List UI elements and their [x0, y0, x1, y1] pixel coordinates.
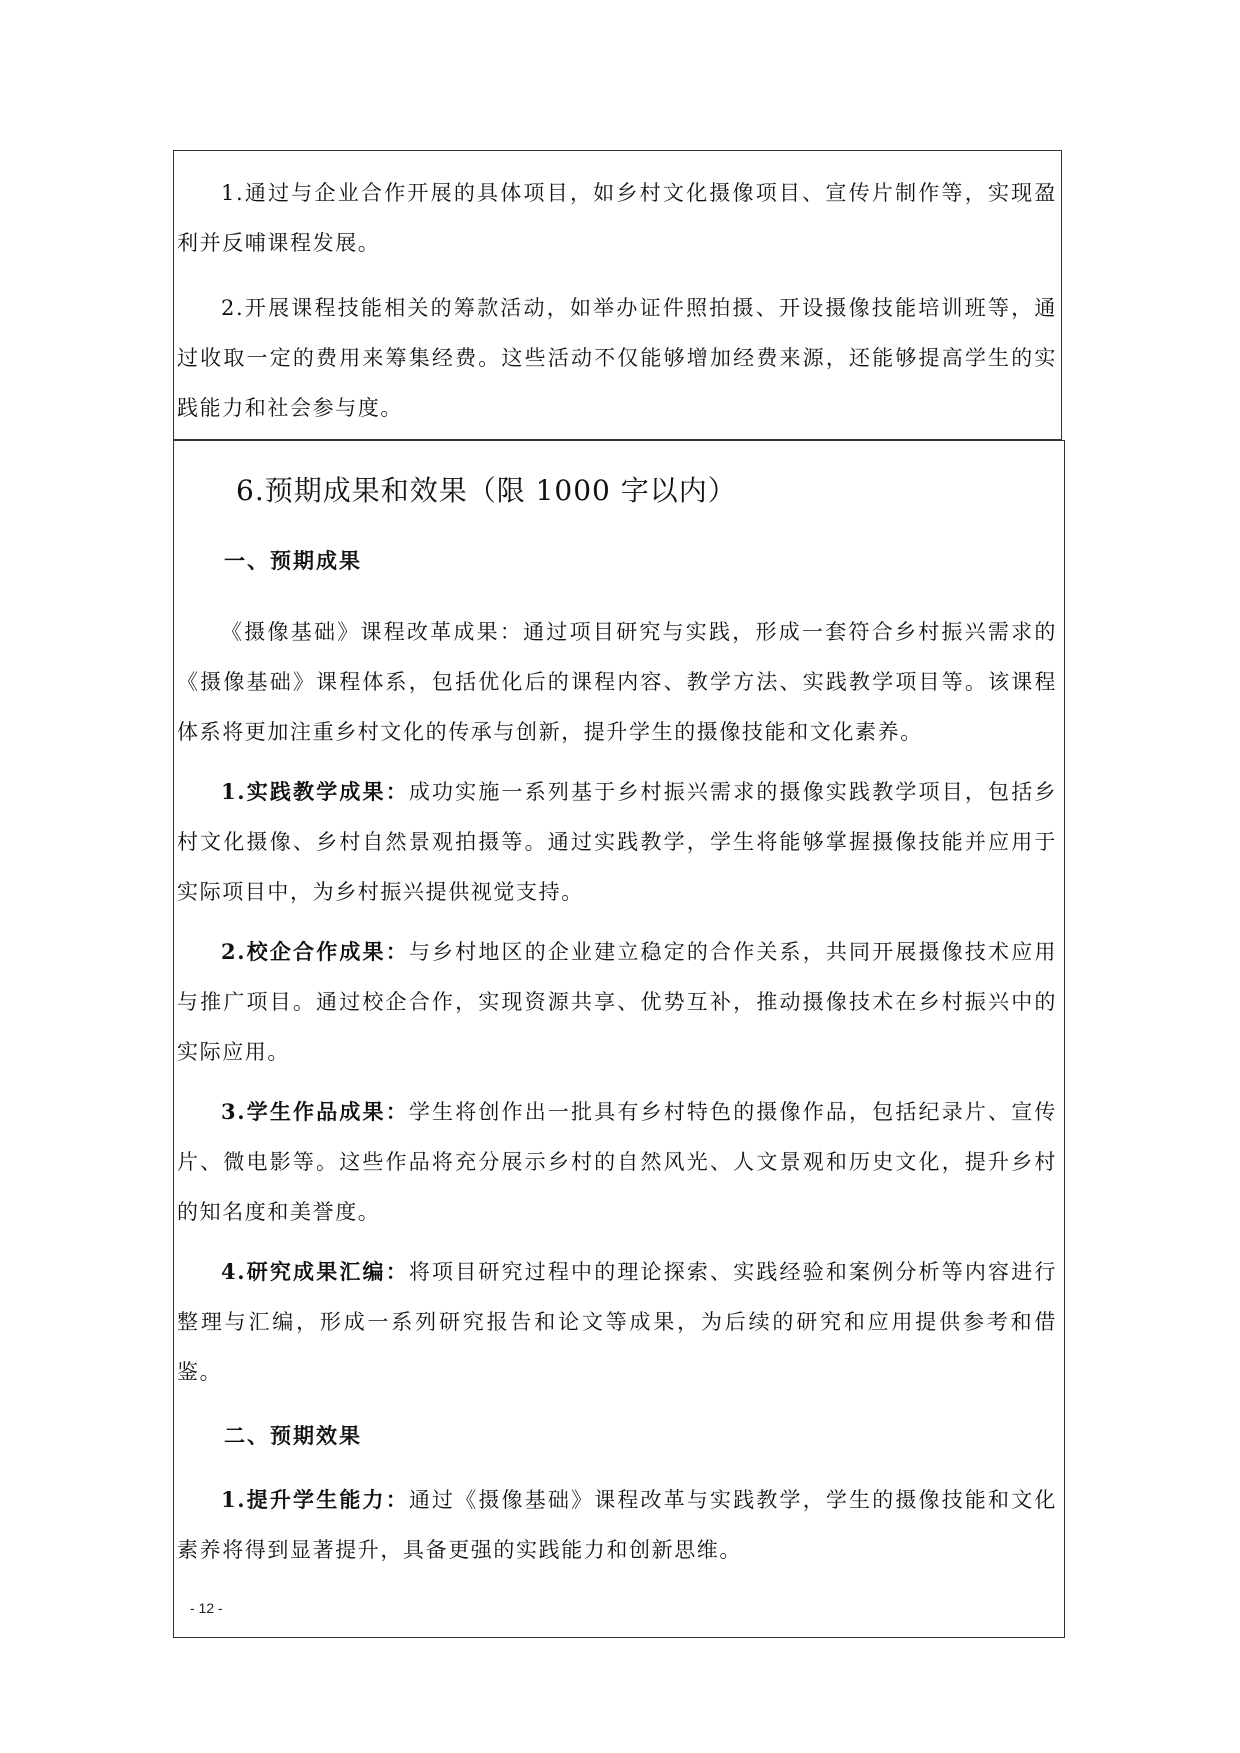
research-compilation-result: [177, 1247, 1057, 1397]
funding-sources-table-cell: [173, 150, 1062, 440]
school-enterprise-result: [177, 927, 1057, 1077]
result-label: 4.研究成果汇编：: [221, 1259, 409, 1284]
page-number: - 12 -: [190, 1600, 223, 1616]
funding-item-1: 1.通过与企业合作开展的具体项目，如乡村文化摄像项目、宣传片制作等，实现盈利并反哺课程发展。: [177, 181, 1057, 255]
funding-item-2: 2.开展课程技能相关的筹款活动，如举办证件照拍摄、开设摄像技能培训班等，通过收取一定的费用来筹集经费。这些活动不仅能够增加经费来源，还能够提高学生的实践能力和社会参与度。: [177, 296, 1057, 420]
section-heading: 6.预期成果和效果（限 1000 字以内）: [236, 474, 737, 507]
expected-results-title: 一、预期成果: [224, 548, 362, 573]
expected-effects-title: 二、预期效果: [224, 1423, 362, 1448]
result-text: 学生将创作出一批具有乡村特色的摄像作品，包括纪录片、宣传片、微电影等。这些作品将充分展示乡村的自然风光、人文景观和历史文化，提升乡村的知名度和美誉度。: [177, 1100, 1057, 1224]
result-text: 与乡村地区的企业建立稳定的合作关系，共同开展摄像技术应用与推广项目。通过校企合作，实现资源共享、优势互补，推动摄像技术在乡村振兴中的实际应用。: [177, 940, 1057, 1064]
result-text: 将项目研究过程中的理论探索、实践经验和案例分析等内容进行整理与汇编，形成一系列研究报告和论文等成果，为后续的研究和应用提供参考和借鉴。: [177, 1260, 1057, 1384]
student-works-result: [177, 1087, 1057, 1237]
result-text: 成功实施一系列基于乡村振兴需求的摄像实践教学项目，包括乡村文化摄像、乡村自然景观拍摄等。通过实践教学，学生将能够掌握摄像技能并应用于实际项目中，为乡村振兴提供视觉支持。: [177, 780, 1057, 904]
practice-teaching-result: [177, 767, 1057, 917]
result-label: 1.实践教学成果：: [221, 779, 409, 804]
effect-text: 通过《摄像基础》课程改革与实践教学，学生的摄像技能和文化素养将得到显著提升，具备更强的实践能力和创新思维。: [177, 1488, 1057, 1562]
result-label: 3.学生作品成果：: [221, 1099, 409, 1124]
effect-label: 1.提升学生能力：: [221, 1487, 409, 1512]
result-label: 2.校企合作成果：: [221, 939, 409, 964]
course-reform-result: 《摄像基础》课程改革成果：通过项目研究与实践，形成一套符合乡村振兴需求的《摄像基础》课程体系，包括优化后的课程内容、教学方法、实践教学项目等。该课程体系将更加注重乡村文化的传承与创新，提升学生的摄像技能和文化素养。: [177, 620, 1057, 744]
expected-results-table-cell: [173, 440, 1065, 1638]
student-ability-effect: [177, 1475, 1057, 1575]
